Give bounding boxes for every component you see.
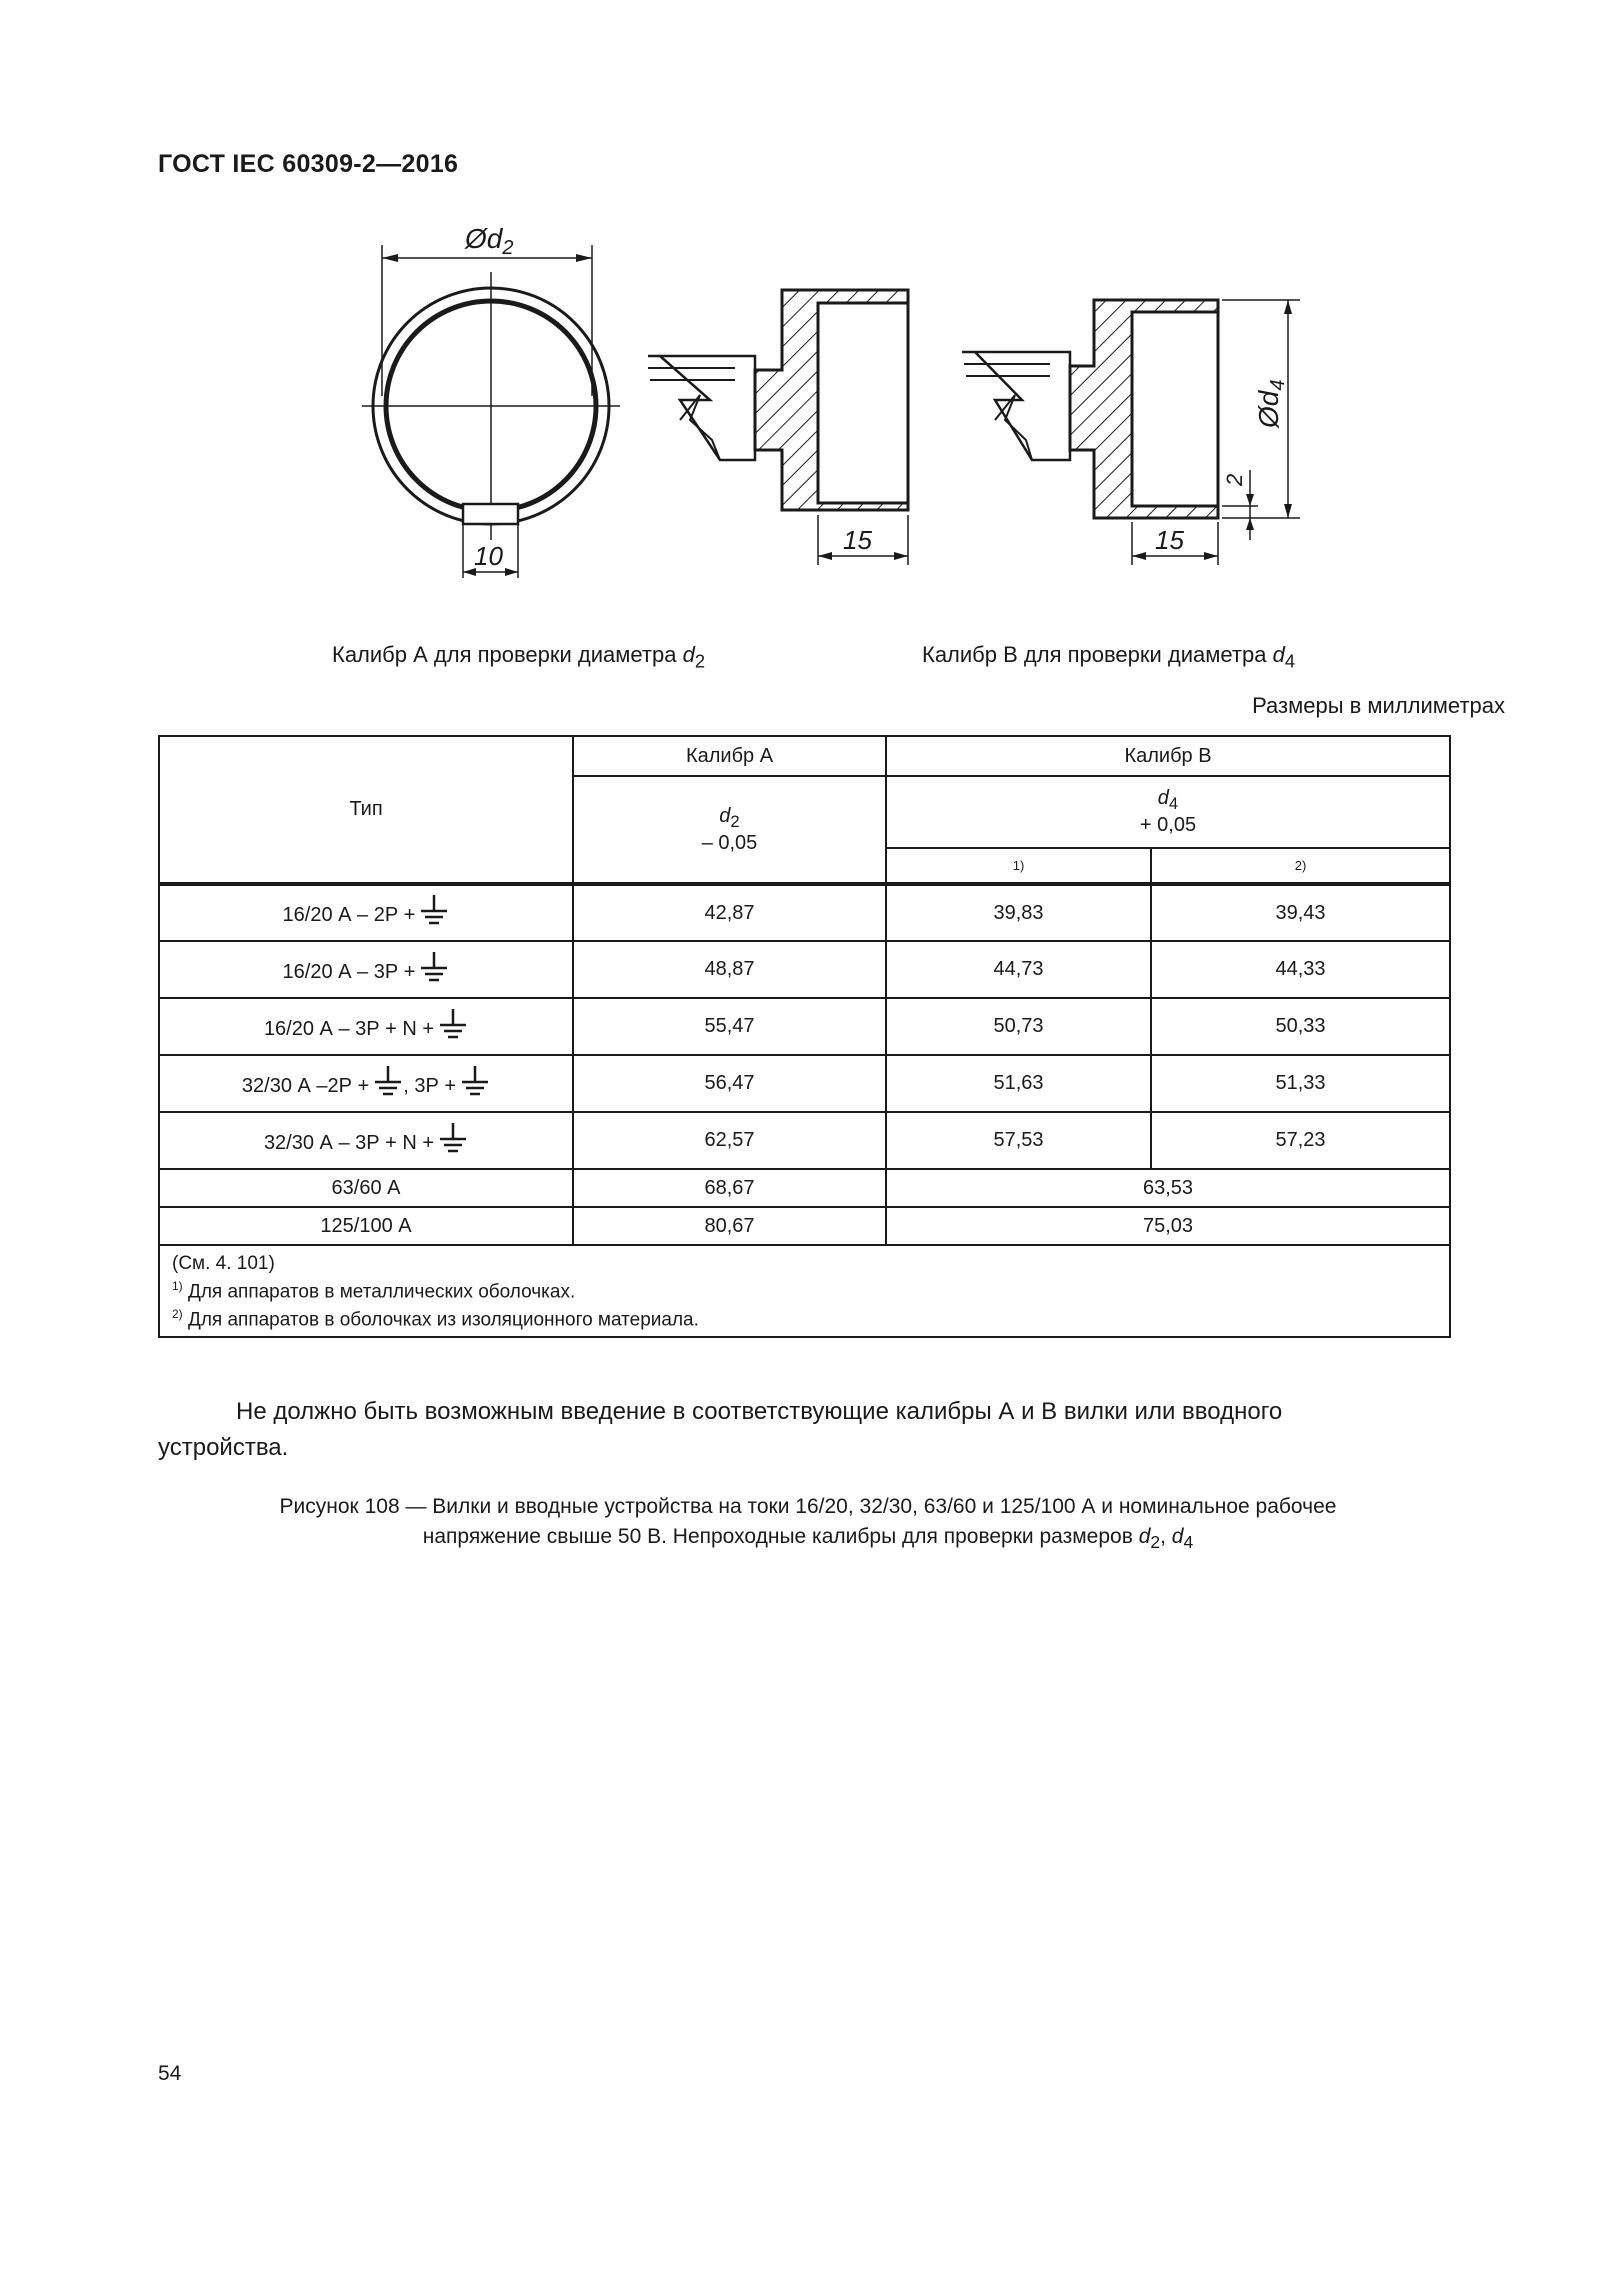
gauge-drawing	[340, 200, 1340, 610]
table-row: 16/20 А – 2Р + 42,87 39,83 39,43	[159, 884, 1450, 941]
ground-icon	[438, 1007, 468, 1047]
col-header-d4: $d_4$ + 0,05	[886, 776, 1450, 848]
col-header-d2: $d_2$ – 0,05	[573, 776, 886, 884]
page-header: ГОСТ IEC 60309-2—2016	[158, 150, 459, 178]
table-notes-row	[159, 1245, 1450, 1337]
ground-icon	[373, 1064, 403, 1104]
table-row: 32/30 А – 3Р + N + 62,57 57,53 57,23	[159, 1112, 1450, 1169]
col-header-gauge-a: Калибр А	[573, 736, 886, 776]
table-row: 32/30 А –2Р + , 3Р + 56,47 51,63 51,33	[159, 1055, 1450, 1112]
col-header-note-2: 2)	[1151, 848, 1450, 884]
ground-icon	[419, 893, 449, 933]
dim-label-2: 2	[1222, 473, 1247, 486]
caption-gauge-a: Калибр А для проверки диаметра $d_2$	[332, 642, 706, 672]
units-note: Размеры в миллиметрах	[1252, 693, 1505, 718]
page-number: 54	[158, 2062, 182, 2085]
ground-icon	[419, 950, 449, 990]
table-row: 16/20 А – 3Р + 48,87 44,73 44,33	[159, 941, 1450, 998]
dim-label-d4: $Ød_4$	[1253, 379, 1289, 428]
table-row: 16/20 А – 3Р + N + 55,47 50,73 50,33	[159, 998, 1450, 1055]
dim-label-15-a: 15	[843, 525, 872, 555]
col-header-note-1: 1)	[886, 848, 1151, 884]
table-notes: (См. 4. 101) $^{1)}$ Для аппаратов в металлических оболочках. $^{2)}$ Для аппаратов в оболочках из изоляционного материала.	[159, 1245, 1450, 1337]
ground-icon	[438, 1121, 468, 1161]
table-row: 125/100 А 80,67 75,03	[159, 1207, 1450, 1245]
dim-label-d2: $Ød_2$	[465, 223, 514, 259]
col-header-gauge-b: Калибр В	[886, 736, 1450, 776]
dim-label-10: 10	[474, 541, 503, 571]
dimensions-table	[158, 735, 1451, 1338]
figure-caption: Рисунок 108 — Вилки и вводные устройства на токи 16/20, 32/30, 63/60 и 125/100 А и номинальное рабочее напряжение свыше 50 В. Непроходные калибры для проверки размеров $d_2$, $d_4$	[279, 1495, 1337, 1553]
dim-label-15-b: 15	[1155, 525, 1184, 555]
table-row: 63/60 А 68,67 63,53	[159, 1169, 1450, 1207]
caption-gauge-b: Калибр В для проверки диаметра $d_4$	[922, 642, 1296, 672]
ground-icon	[460, 1064, 490, 1104]
body-paragraph: Не должно быть возможным введение в соответствующие калибры А и В вилки или вводного устройства.	[158, 1398, 1283, 1461]
col-header-type: Тип	[159, 736, 573, 884]
